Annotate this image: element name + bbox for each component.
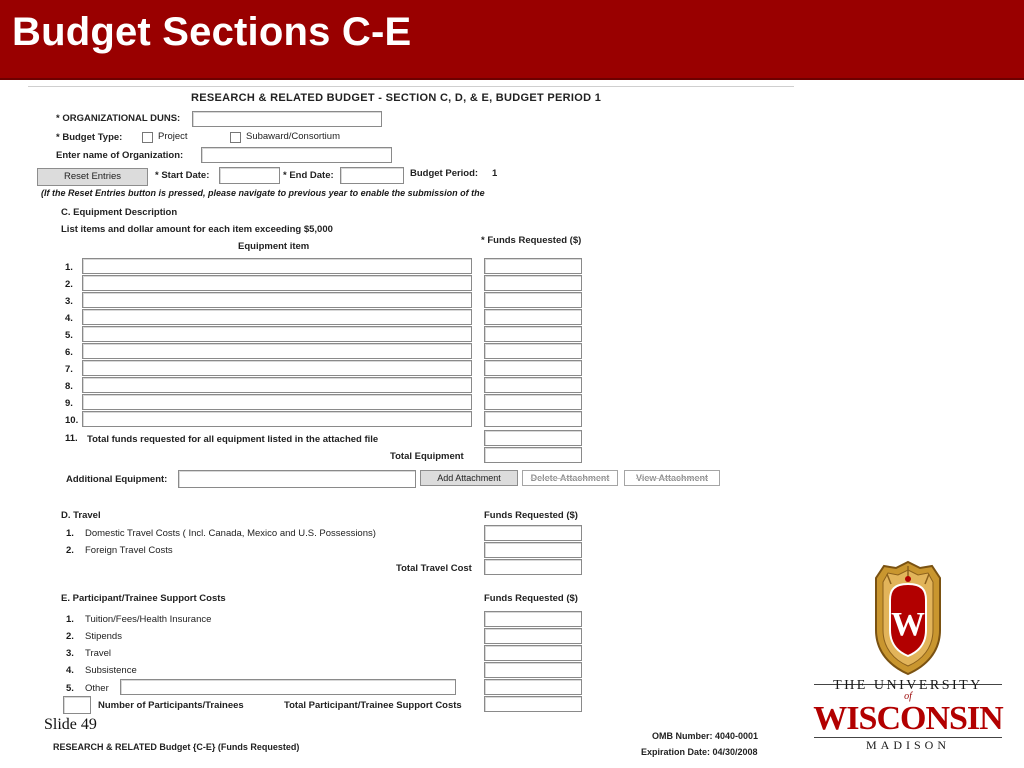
row-number: 4. xyxy=(65,313,73,324)
university-logo xyxy=(808,560,1008,760)
form-title: RESEARCH & RELATED BUDGET - SECTION C, D, & E, BUDGET PERIOD 1 xyxy=(191,92,602,104)
other-description-input[interactable] xyxy=(120,679,456,695)
equipment-item-input[interactable] xyxy=(82,411,472,427)
participant-row-number: 2. xyxy=(66,631,74,642)
section-c-instruction: List items and dollar amount for each item exceeding $5,000 xyxy=(61,224,333,235)
row-number: 3. xyxy=(65,296,73,307)
equipment-funds-input[interactable] xyxy=(484,258,582,274)
participant-row-number: 1. xyxy=(66,614,74,625)
stipends-input[interactable] xyxy=(484,628,582,644)
equipment-item-input[interactable] xyxy=(82,360,472,376)
omb-number: OMB Number: 4040-0001 xyxy=(652,731,759,741)
participant-row-label: Stipends xyxy=(85,631,122,642)
travel-row-label: Foreign Travel Costs xyxy=(85,545,173,556)
budget-form xyxy=(28,86,798,762)
participant-row-label: Travel xyxy=(85,648,112,659)
reset-entries-button[interactable]: Reset Entries xyxy=(37,168,148,186)
travel-row-number: 2. xyxy=(66,545,74,556)
section-e-heading: E. Participant/Trainee Support Costs xyxy=(61,593,226,604)
logo-of: of xyxy=(904,691,912,702)
expiration-date: Expiration Date: 04/30/2008 xyxy=(641,747,758,757)
total-participant-label: Total Participant/Trainee Support Costs xyxy=(284,700,462,711)
add-attachment-button[interactable]: Add Attachment xyxy=(420,470,518,486)
equipment-funds-input[interactable] xyxy=(484,394,582,410)
project-checkbox[interactable] xyxy=(142,132,153,143)
domestic-travel-input[interactable] xyxy=(484,525,582,541)
crest-letter: W xyxy=(891,606,925,643)
participant-row-label: Subsistence xyxy=(85,665,137,676)
subaward-checkbox[interactable] xyxy=(230,132,241,143)
duns-input[interactable] xyxy=(192,111,382,127)
form-footer-title: RESEARCH & RELATED Budget {C-E} (Funds Requested) xyxy=(53,742,300,752)
equipment-column-header: Equipment item xyxy=(238,241,310,252)
slide-title: Budget Sections C-E xyxy=(12,10,412,54)
equipment-funds-input[interactable] xyxy=(484,343,582,359)
budget-type-label: * Budget Type: xyxy=(56,132,123,143)
equipment-item-input[interactable] xyxy=(82,275,472,291)
equipment-funds-input[interactable] xyxy=(484,292,582,308)
additional-equipment-label: Additional Equipment: xyxy=(66,474,168,485)
total-travel-label: Total Travel Cost xyxy=(396,563,472,574)
travel-funds-header: Funds Requested ($) xyxy=(484,510,578,521)
row-number: 8. xyxy=(65,381,73,392)
total-travel-value xyxy=(484,559,582,575)
equipment-funds-input[interactable] xyxy=(484,309,582,325)
org-name-label: Enter name of Organization: xyxy=(56,150,184,161)
travel-row-label: Domestic Travel Costs ( Incl. Canada, Mexico and U.S. Possessions) xyxy=(85,528,376,539)
row-number: 6. xyxy=(65,347,73,358)
equipment-item-input[interactable] xyxy=(82,309,472,325)
slide-number: Slide 49 xyxy=(44,716,97,733)
end-date-input[interactable] xyxy=(340,167,404,184)
equipment-item-input[interactable] xyxy=(82,258,472,274)
equipment-item-input[interactable] xyxy=(82,394,472,410)
equipment-item-input[interactable] xyxy=(82,377,472,393)
other-funds-input[interactable] xyxy=(484,679,582,695)
org-name-input[interactable] xyxy=(201,147,392,163)
equipment-funds-input[interactable] xyxy=(484,411,582,427)
tuition-input[interactable] xyxy=(484,611,582,627)
participant-row-number: 4. xyxy=(66,665,74,676)
equipment-funds-input[interactable] xyxy=(484,377,582,393)
start-date-input[interactable] xyxy=(219,167,280,184)
participant-row-number: 5. xyxy=(66,683,74,694)
budget-period-label: Budget Period: xyxy=(410,168,479,179)
funds-column-header: * Funds Requested ($) xyxy=(481,235,582,246)
total-participant-value xyxy=(484,696,582,712)
travel-row-number: 1. xyxy=(66,528,74,539)
budget-period-value: 1 xyxy=(492,168,498,179)
row-number: 2. xyxy=(65,279,73,290)
subaward-option-label: Subaward/Consortium xyxy=(246,131,340,142)
row-11-label: Total funds requested for all equipment listed in the attached file xyxy=(87,434,379,445)
row-11-number: 11. xyxy=(65,433,78,444)
project-option-label: Project xyxy=(158,131,188,142)
equipment-funds-input[interactable] xyxy=(484,326,582,342)
equipment-item-input[interactable] xyxy=(82,292,472,308)
subsistence-input[interactable] xyxy=(484,662,582,678)
section-d-heading: D. Travel xyxy=(61,510,101,521)
start-date-label: * Start Date: xyxy=(155,170,210,181)
total-equipment-value xyxy=(484,447,582,463)
reset-note: (If the Reset Entries button is pressed, please navigate to previous year to enable the submission of the xyxy=(41,188,485,198)
form-top-rule xyxy=(28,86,794,87)
participant-row-number: 3. xyxy=(66,648,74,659)
logo-madison: MADISON xyxy=(865,738,950,752)
row-number: 5. xyxy=(65,330,73,341)
equipment-item-input[interactable] xyxy=(82,326,472,342)
participant-funds-header: Funds Requested ($) xyxy=(484,593,578,604)
participants-count-label: Number of Participants/Trainees xyxy=(98,700,244,711)
additional-equipment-file xyxy=(178,470,416,488)
equipment-item-input[interactable] xyxy=(82,343,472,359)
logo-the-university: THE UNIVERSITY xyxy=(833,678,983,693)
row-number: 7. xyxy=(65,364,73,375)
logo-wisconsin: WISCONSIN xyxy=(813,700,1003,737)
row-number: 9. xyxy=(65,398,73,409)
delete-attachment-button[interactable]: Delete Attachment xyxy=(522,470,618,486)
participant-travel-input[interactable] xyxy=(484,645,582,661)
participant-row-label: Tuition/Fees/Health Insurance xyxy=(85,614,212,625)
view-attachment-button[interactable]: View Attachment xyxy=(624,470,720,486)
total-equipment-label: Total Equipment xyxy=(390,451,464,462)
duns-label: * ORGANIZATIONAL DUNS: xyxy=(56,113,181,124)
attached-equipment-funds-input[interactable] xyxy=(484,430,582,446)
row-number: 10. xyxy=(65,415,79,426)
equipment-funds-input[interactable] xyxy=(484,275,582,291)
end-date-label: * End Date: xyxy=(283,170,334,181)
foreign-travel-input[interactable] xyxy=(484,542,582,558)
row-number: 1. xyxy=(65,262,73,273)
equipment-funds-input[interactable] xyxy=(484,360,582,376)
participant-row-label: Other xyxy=(85,683,109,694)
slide-header xyxy=(0,0,1024,80)
section-c-heading: C. Equipment Description xyxy=(61,207,178,218)
participants-count-input[interactable] xyxy=(63,696,91,714)
